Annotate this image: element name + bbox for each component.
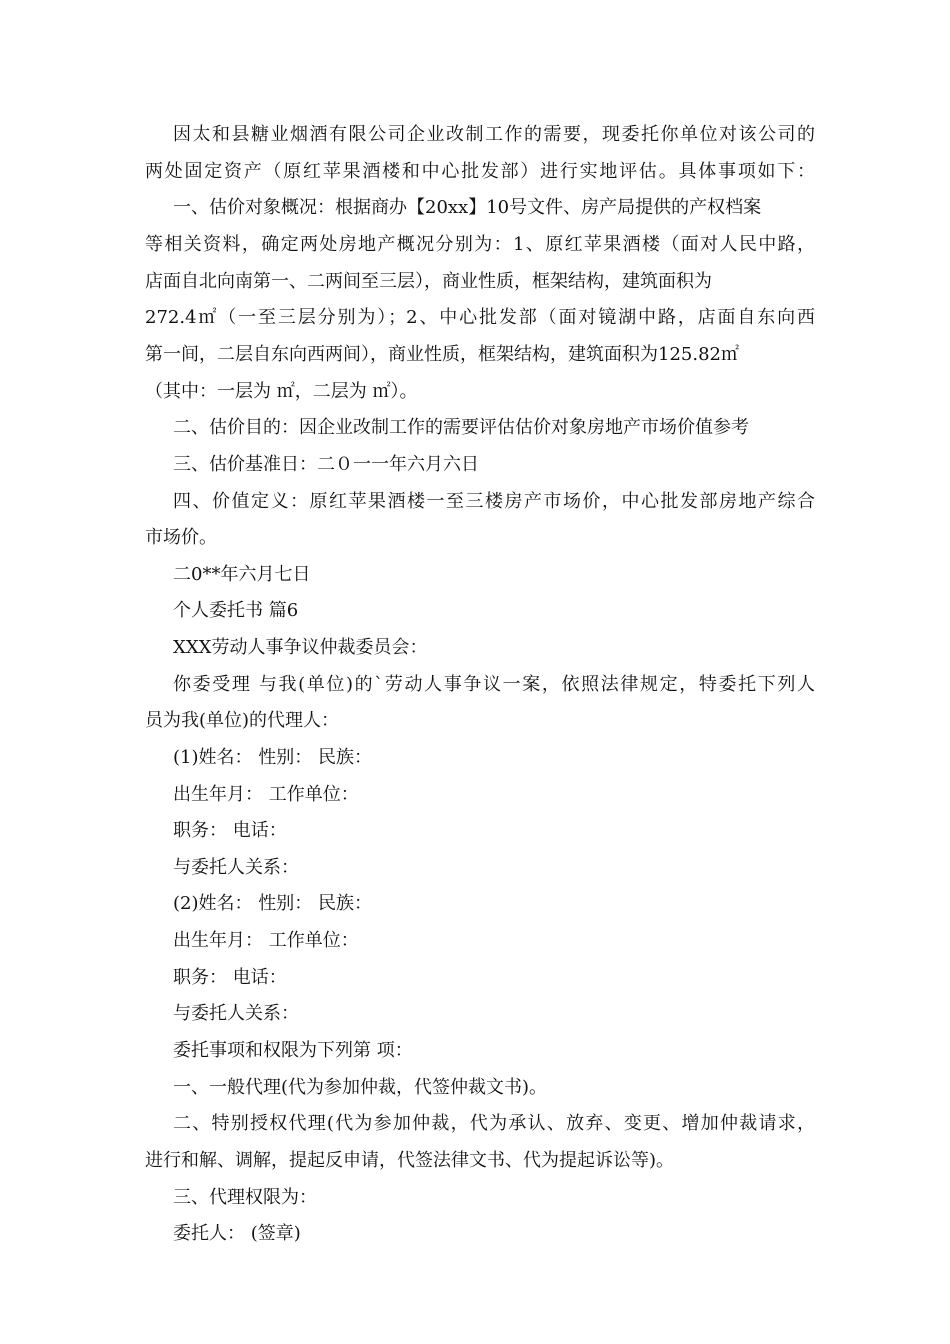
paragraph-line: 四、价值定义：原红苹果酒楼一至三楼房产市场价，中心批发部房地产综合 bbox=[173, 491, 815, 512]
paragraph-line: 进行和解、调解，提起反申请，代签法律文书、代为提起诉讼等)。 bbox=[145, 1150, 675, 1171]
section-heading: 个人委托书 篇6 bbox=[173, 600, 299, 621]
paragraph-line: 三、估价基准日：二０一一年六月六日 bbox=[173, 454, 479, 475]
form-field-line: (1)姓名： 性别： 民族： bbox=[173, 747, 372, 768]
paragraph-line: 第一间，二层自东向西两间），商业性质，框架结构，建筑面积为125.82㎡ bbox=[145, 344, 739, 365]
paragraph-line: 二、特别授权代理(代为参加仲裁，代为承认、放弃、变更、增加仲裁请求， bbox=[173, 1113, 815, 1134]
paragraph-line: 等相关资料，确定两处房地产概况分别为：1、原红苹果酒楼（面对人民中路， bbox=[145, 234, 815, 255]
paragraph-line: 一、一般代理(代为参加仲裁，代签仲裁文书)。 bbox=[173, 1077, 548, 1098]
form-field-line: (2)姓名： 性别： 民族： bbox=[173, 893, 372, 914]
paragraph-line: 你委受理 与我(单位)的`劳动人事争议一案，依照法律规定，特委托下列人 bbox=[173, 674, 815, 695]
form-field-line: 职务： 电话： bbox=[173, 967, 287, 988]
paragraph-line: 二、估价目的：因企业改制工作的需要评估估价对象房地产市场价值参考 bbox=[173, 417, 749, 438]
paragraph-line: 一、估价对象概况：根据商办【20xx】10号文件、房产局提供的产权档案 bbox=[173, 197, 762, 218]
paragraph-line: 店面自北向南第一、二两间至三层），商业性质，框架结构，建筑面积为 bbox=[145, 271, 712, 292]
paragraph-line: 市场价。 bbox=[145, 527, 217, 548]
form-field-line: 与委托人关系： bbox=[173, 1003, 299, 1024]
form-field-line: 出生年月： 工作单位： bbox=[173, 930, 359, 951]
form-field-line: 与委托人关系： bbox=[173, 857, 299, 878]
paragraph-line: （其中：一层为 ㎡，二层为 ㎡）。 bbox=[145, 381, 418, 402]
paragraph-line: 272.4㎡（一至三层分别为）；2、中心批发部（面对镜湖中路，店面自东向西 bbox=[145, 307, 815, 328]
paragraph-line: 员为我(单位)的代理人： bbox=[145, 710, 340, 731]
date-line: 二0**年六月七日 bbox=[173, 564, 311, 585]
paragraph-line: 三、代理权限为： bbox=[173, 1187, 317, 1208]
paragraph-line: 两处固定资产（原红苹果酒楼和中心批发部）进行实地评估。具体事项如下： bbox=[145, 161, 815, 182]
addressee-line: XXX劳动人事争议仲裁委员会： bbox=[173, 637, 428, 658]
paragraph-line: 因太和县糖业烟酒有限公司企业改制工作的需要，现委托你单位对该公司的 bbox=[173, 124, 815, 145]
signature-line: 委托人： (签章) bbox=[173, 1223, 301, 1244]
paragraph-line: 委托事项和权限为下列第 项： bbox=[173, 1040, 413, 1061]
form-field-line: 出生年月： 工作单位： bbox=[173, 784, 359, 805]
form-field-line: 职务： 电话： bbox=[173, 820, 287, 841]
